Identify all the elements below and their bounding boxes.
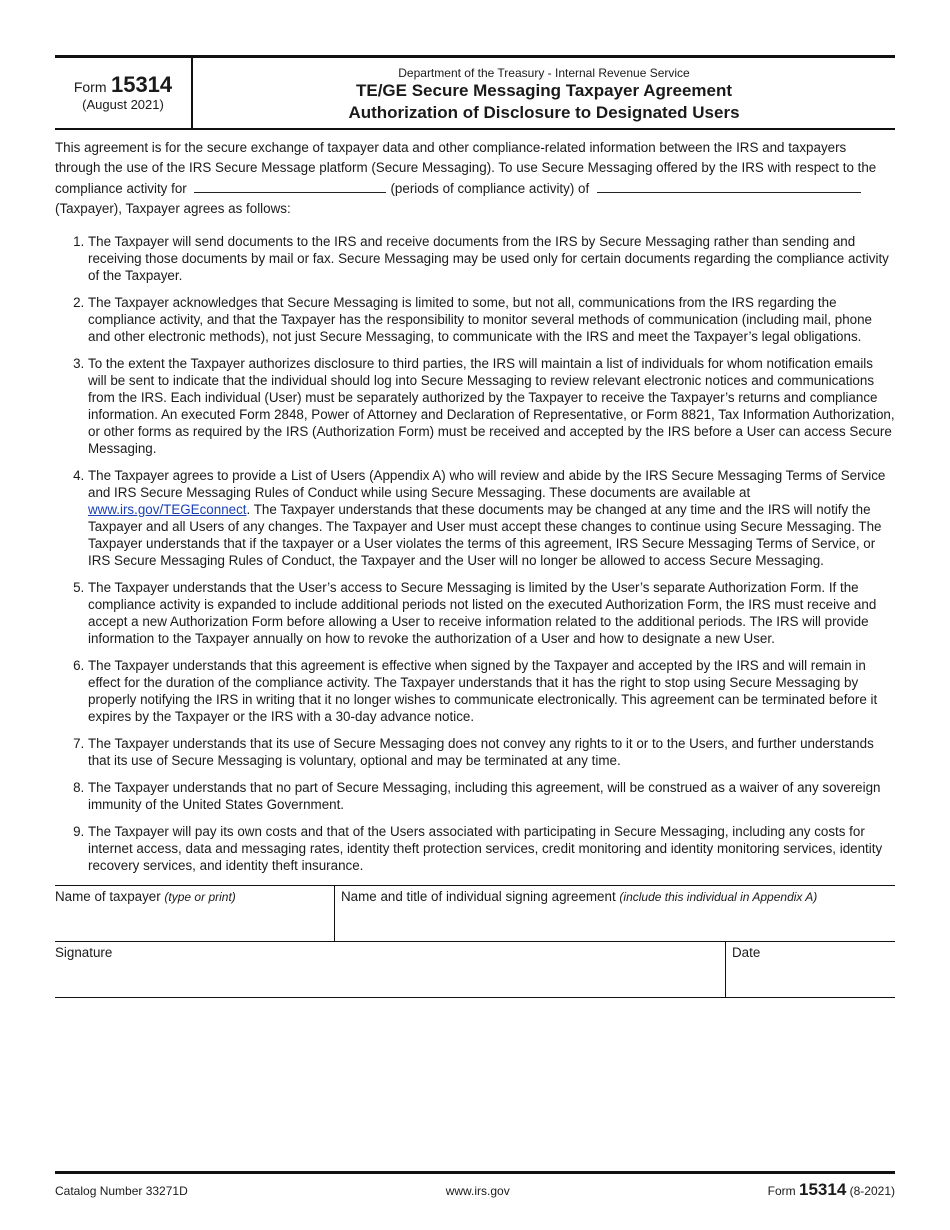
department-name: Department of the Treasury - Internal Revenue Service (398, 66, 690, 80)
footer-form-number: 15314 (799, 1180, 847, 1199)
page-footer (55, 1171, 895, 1200)
form-id-box (55, 58, 193, 128)
intro-paragraph (55, 138, 895, 219)
signature-table (55, 885, 895, 998)
taxpayer-name-label: Name of taxpayer (55, 889, 161, 904)
term-item-text-after: . The Taxpayer understands that these documents may be changed at any time and the IRS will notify the Taxpayer and all Users of any changes. The Taxpayer and User must accept these changes to continue using Secure Messaging. The Taxpayer understands that if the taxpayer or a User violates the terms of this agreement, IRS Secure Messaging Terms of Service, or IRS Secure Messaging Rules of Conduct, the Taxpayer and the User will no longer be allowed to access Secure Messaging. (88, 502, 882, 568)
intro-text-3: (Taxpayer), Taxpayer agrees as follows: (55, 201, 291, 216)
signer-hint: (include this individual in Appendix A) (619, 890, 818, 904)
term-item: 8. The Taxpayer understands that no part of Secure Messaging, including this agreement, will be construed as a waiver of any sovereign immunity of the United States Government. (88, 779, 895, 813)
signature-label: Signature (55, 945, 113, 960)
term-item-text-before: The Taxpayer agrees to provide a List of Users (Appendix A) who will review and abide by the IRS Secure Messaging Terms of Service and IRS Secure Messaging Rules of Conduct while using Secure Messaging. These documents are available at (88, 468, 886, 500)
signature-row-1 (55, 886, 895, 942)
form-title-line1: TE/GE Secure Messaging Taxpayer Agreement (355, 81, 733, 100)
term-item: 5. The Taxpayer understands that the User’s access to Secure Messaging is limited by the User’s separate Authorization Form. If the compliance activity is expanded to include additional periods not listed on the executed Authorization Form, the IRS must receive and accept a new Authorization Form before allowing a User to receive information related to the additional periods. The IRS will provide information to the Taxpayer annually on how to revoke the authorization of a User and how to designate a new User. (88, 579, 895, 647)
footer-form-id (768, 1180, 895, 1200)
footer-form-word: Form (767, 1184, 796, 1198)
date-label: Date (732, 945, 761, 960)
term-item (88, 467, 895, 569)
compliance-periods-field[interactable] (194, 178, 386, 193)
taxpayer-name-field[interactable] (597, 178, 861, 193)
signer-name-title-cell[interactable] (335, 886, 895, 941)
signer-label: Name and title of individual signing agreement (341, 889, 616, 904)
form-number: 15314 (110, 72, 173, 97)
signature-row-2 (55, 942, 895, 998)
form-header (55, 55, 895, 130)
term-item: 7. The Taxpayer understands that its use of Secure Messaging does not convey any rights to it or to the Users, and further understands that its use of Secure Messaging is voluntary, optional and may be terminated at any time. (88, 735, 895, 769)
term-item: 9. The Taxpayer will pay its own costs and that of the Users associated with participating in Secure Messaging, including any costs for internet access, data and messaging rates, identity theft protection services, credit monitoring and identity monitoring services, identity recovery services, and identity theft insurance. (88, 823, 895, 874)
term-item: 3. To the extent the Taxpayer authorizes disclosure to third parties, the IRS will maintain a list of individuals for whom notification emails will be sent to indicate that the individual should log into Secure Messaging to review relevant electronic notices and communications from the IRS. Each individual (User) must be separately authorized by the Taxpayer to receive the Taxpayer’s returns and compliance information. An executed Form 2848, Power of Attorney and Declaration of Representative, or Form 8821, Tax Information Authorization, or other forms as required by the IRS (Authorization Form) must be received and accepted by the IRS before a User can access Secure Messaging. (88, 355, 895, 457)
footer-revision: (8-2021) (849, 1184, 895, 1198)
intro-text-1: This agreement is for the secure exchange of taxpayer data and other compliance-related information between the IRS and taxpayers through the use of the IRS Secure Message platform (Secure Messaging). To use Secure Messaging offered by the IRS with respect to the compliance activity for (55, 140, 877, 196)
taxpayer-name-cell[interactable] (55, 886, 335, 941)
catalog-number: Catalog Number 33271D (55, 1184, 188, 1198)
term-item: 6. The Taxpayer understands that this agreement is effective when signed by the Taxpayer and accepted by the IRS and will remain in effect for the duration of the compliance activity. The Taxpayer understands that it has the right to stop using Secure Messaging by properly notifying the IRS in writing that it no longer wishes to communicate electronically. This agreement can be terminated before it expires by the Taxpayer or the IRS with a 30-day advance notice. (88, 657, 895, 725)
signature-cell[interactable] (55, 942, 726, 997)
form-title-line2: Authorization of Disclosure to Designated Users (348, 103, 740, 122)
agreement-terms-list (55, 233, 895, 874)
intro-text-2: (periods of compliance activity) of (390, 181, 590, 196)
date-cell[interactable] (726, 942, 895, 997)
form-page (55, 55, 895, 998)
form-title-box (193, 58, 895, 128)
taxpayer-name-hint: (type or print) (164, 890, 236, 904)
irs-website: www.irs.gov (445, 1184, 510, 1198)
form-word: Form (73, 79, 107, 95)
tegeconnect-link[interactable]: www.irs.gov/TEGEconnect (88, 502, 247, 517)
form-date: (August 2021) (82, 97, 164, 112)
term-item: 2. The Taxpayer acknowledges that Secure Messaging is limited to some, but not all, communications from the IRS regarding the compliance activity, and that the Taxpayer has the responsibility to monitor several methods of communication (including mail, phone and other electronic methods), not just Secure Messaging, to communicate with the IRS and meet the Taxpayer’s legal obligations. (88, 294, 895, 345)
term-item: 1. The Taxpayer will send documents to the IRS and receive documents from the IRS by Secure Messaging rather than sending and receiving those documents by mail or fax. Secure Messaging may be used only for certain documents regarding the compliance activity of the Taxpayer. (88, 233, 895, 284)
